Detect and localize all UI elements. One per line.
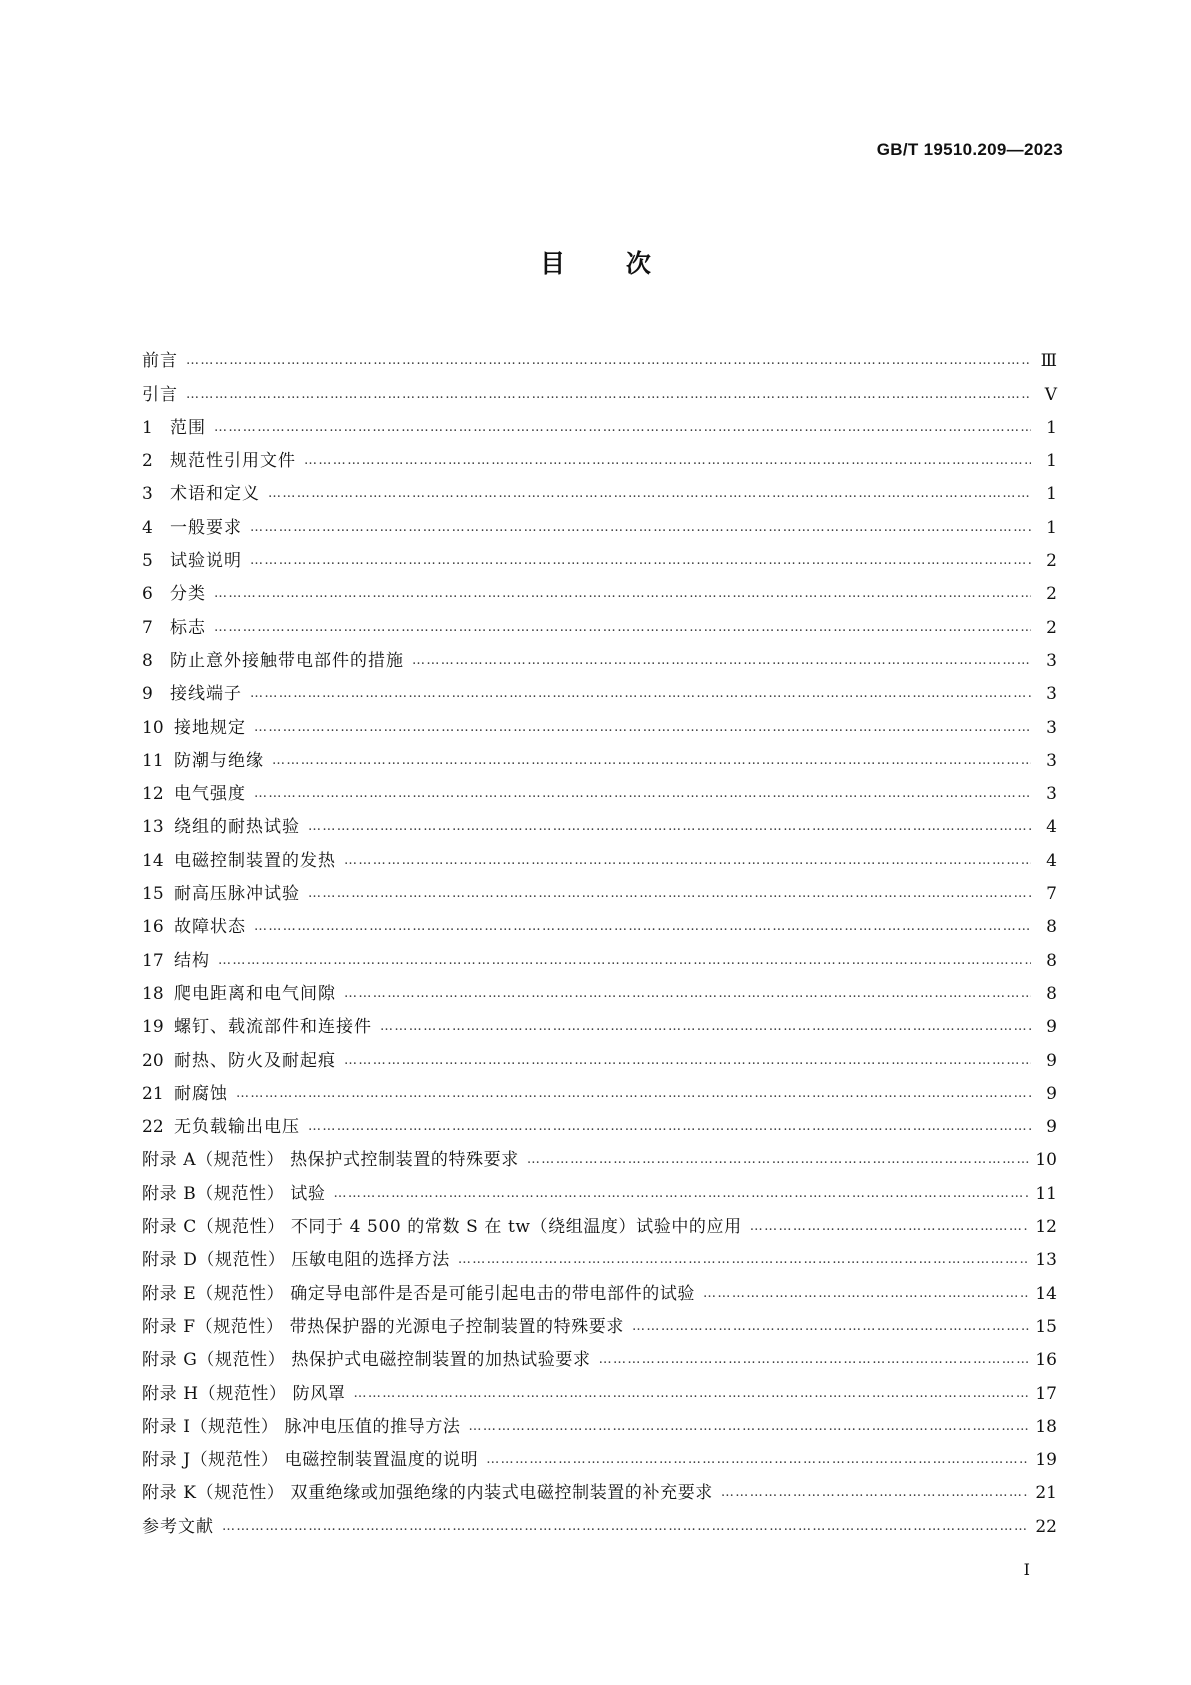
toc-entry[interactable] (142, 471, 1057, 504)
toc-entry-page: 13 (1035, 1250, 1057, 1271)
toc-entry[interactable] (142, 1370, 1057, 1403)
toc-entry-page: 9 (1046, 1083, 1057, 1104)
toc-entry-page: 3 (1046, 750, 1057, 771)
toc-entry[interactable] (142, 937, 1057, 970)
toc-entry-number: 8 (142, 650, 153, 671)
toc-entry-number: 22 (142, 1117, 164, 1138)
toc-leader-dots (721, 1483, 1029, 1503)
toc-entry[interactable] (142, 704, 1057, 737)
toc-entry-label: 分类 (170, 584, 206, 605)
toc-leader-dots (214, 418, 1031, 438)
toc-entry-page: 15 (1035, 1316, 1057, 1337)
toc-entry-page: 9 (1046, 1117, 1057, 1138)
toc-entry-number: 19 (142, 1017, 164, 1038)
toc-leader-dots (254, 917, 1031, 937)
toc-entry-label: 附录 A（规范性） 热保护式控制装置的特殊要求 (142, 1150, 519, 1171)
toc-entry[interactable] (142, 371, 1057, 404)
toc-leader-dots (344, 1051, 1031, 1071)
toc-leader-dots (186, 385, 1031, 405)
toc-entry-number: 15 (142, 884, 164, 905)
toc-leader-dots (632, 1317, 1029, 1337)
toc-entry-page: 3 (1046, 717, 1057, 738)
toc-entry-label: 术语和定义 (170, 484, 260, 505)
toc-leader-dots (308, 817, 1031, 837)
toc-leader-dots (486, 1450, 1029, 1470)
toc-entry-page: 3 (1046, 684, 1057, 705)
toc-entry-label: 接地规定 (174, 717, 246, 738)
toc-entry[interactable] (142, 671, 1057, 704)
toc-entry-label: 附录 B（规范性） 试验 (142, 1183, 326, 1204)
toc-entry-number: 20 (142, 1050, 164, 1071)
toc-entry-page: 2 (1046, 584, 1057, 605)
toc-entry[interactable] (142, 1137, 1057, 1170)
toc-entry-page: 2 (1046, 551, 1057, 572)
toc-entry-page: 9 (1046, 1017, 1057, 1038)
toc-entry-page: Ⅲ (1040, 351, 1057, 372)
toc-entry-label: 故障状态 (174, 917, 246, 938)
toc-entry-label: 爬电距离和电气间隙 (174, 983, 336, 1004)
toc-entry[interactable] (142, 1237, 1057, 1270)
toc-entry-page: 18 (1035, 1416, 1057, 1437)
toc-entry-page: 2 (1046, 617, 1057, 638)
toc-entry[interactable] (142, 438, 1057, 471)
toc-entry[interactable] (142, 405, 1057, 438)
toc-leader-dots (527, 1150, 1029, 1170)
toc-entry[interactable] (142, 538, 1057, 571)
toc-entry-number: 21 (142, 1083, 164, 1104)
toc-entry-label: 附录 J（规范性） 电磁控制装置温度的说明 (142, 1450, 479, 1471)
toc-entry[interactable] (142, 1503, 1057, 1536)
toc-entry-page: 1 (1046, 517, 1057, 538)
toc-entry-number: 11 (142, 750, 164, 771)
toc-entry-number: 3 (142, 484, 153, 505)
toc-entry-label: 耐高压脉冲试验 (174, 884, 300, 905)
toc-entry-label: 附录 C（规范性） 不同于 4 500 的常数 S 在 tw（绕组温度）试验中的应用 (142, 1217, 742, 1238)
toc-entry[interactable] (142, 1270, 1057, 1303)
toc-entry-number: 18 (142, 983, 164, 1004)
toc-leader-dots (458, 1250, 1030, 1270)
toc-entry-page: 16 (1035, 1350, 1057, 1371)
toc-leader-dots (469, 1417, 1030, 1437)
toc-entry[interactable] (142, 1204, 1057, 1237)
toc-leader-dots (304, 451, 1031, 471)
toc-entry-number: 1 (142, 417, 153, 438)
toc-leader-dots (250, 551, 1031, 571)
toc-entry-label: 标志 (170, 617, 206, 638)
toc-entry-page: Ⅴ (1044, 384, 1057, 405)
toc-entry-page: 11 (1035, 1183, 1057, 1204)
toc-entry-page: 14 (1035, 1283, 1057, 1304)
toc-entry[interactable] (142, 1304, 1057, 1337)
toc-entry-number: 13 (142, 817, 164, 838)
toc-entry-page: 22 (1035, 1516, 1057, 1537)
toc-leader-dots (599, 1350, 1030, 1370)
toc-entry-page: 12 (1035, 1217, 1057, 1238)
toc-entry-page: 4 (1046, 817, 1057, 838)
toc-entry-label: 无负载输出电压 (174, 1117, 300, 1138)
toc-entry-label: 附录 F（规范性） 带热保护器的光源电子控制装置的特殊要求 (142, 1316, 625, 1337)
toc-leader-dots (272, 751, 1031, 771)
toc-entry-label: 附录 K（规范性） 双重绝缘或加强绝缘的内装式电磁控制装置的补充要求 (142, 1483, 713, 1504)
toc-entry-label: 接线端子 (170, 684, 242, 705)
toc-leader-dots (222, 1517, 1029, 1537)
toc-leader-dots (334, 1184, 1030, 1204)
toc-leader-dots (308, 1117, 1031, 1137)
toc-entry-page: 8 (1046, 950, 1057, 971)
toc-leader-dots (344, 984, 1031, 1004)
page-number: Ⅰ (1023, 1560, 1030, 1579)
toc-entry-number: 14 (142, 850, 164, 871)
toc-entry-page: 3 (1046, 784, 1057, 805)
toc-entry-label: 参考文献 (142, 1516, 214, 1537)
page-title: 目 次 (540, 249, 651, 278)
toc-entry-label: 附录 I（规范性） 脉冲电压值的推导方法 (142, 1416, 461, 1437)
toc-leader-dots (750, 1217, 1030, 1237)
toc-leader-dots (344, 851, 1031, 871)
toc-entry[interactable] (142, 837, 1057, 870)
toc-entry-label: 附录 E（规范性） 确定导电部件是否是可能引起电击的带电部件的试验 (142, 1283, 696, 1304)
toc-leader-dots (236, 1084, 1031, 1104)
toc-entry[interactable] (142, 1071, 1057, 1104)
toc-entry[interactable] (142, 1404, 1057, 1437)
toc-entry-label: 螺钉、载流部件和连接件 (174, 1017, 372, 1038)
toc-leader-dots (254, 718, 1031, 738)
toc-leader-dots (703, 1284, 1029, 1304)
toc-entry[interactable] (142, 338, 1057, 371)
toc-entry-number: 12 (142, 784, 164, 805)
toc-entry-label: 结构 (174, 950, 210, 971)
toc-entry-label: 一般要求 (170, 517, 242, 538)
toc-entry-page: 1 (1046, 484, 1057, 505)
toc-leader-dots (308, 884, 1031, 904)
toc-leader-dots (250, 518, 1031, 538)
toc-entry-label: 防止意外接触带电部件的措施 (170, 650, 404, 671)
toc-entry[interactable] (142, 1470, 1057, 1503)
toc-leader-dots (214, 618, 1031, 638)
toc-entry-number: 6 (142, 584, 153, 605)
toc-entry-label: 耐腐蚀 (174, 1083, 228, 1104)
toc-leader-dots (186, 351, 1031, 371)
toc-entry[interactable] (142, 638, 1057, 671)
toc-entry-label: 电磁控制装置的发热 (174, 850, 336, 871)
toc-leader-dots (268, 484, 1031, 504)
toc-entry-page: 8 (1046, 917, 1057, 938)
toc-entry-label: 附录 H（规范性） 防风罩 (142, 1383, 346, 1404)
toc-entry[interactable] (142, 1004, 1057, 1037)
toc-leader-dots (412, 651, 1031, 671)
toc-entry[interactable] (142, 1170, 1057, 1203)
toc-entry[interactable] (142, 971, 1057, 1004)
toc-entry-page: 9 (1046, 1050, 1057, 1071)
toc-entry[interactable] (142, 504, 1057, 537)
standard-code: GB/T 19510.209—2023 (876, 140, 1063, 159)
toc-leader-dots (250, 684, 1031, 704)
toc-entry-label: 范围 (170, 417, 206, 438)
toc-entry-label: 电气强度 (174, 784, 246, 805)
toc-entry-label: 试验说明 (170, 551, 242, 572)
toc-entry-page: 1 (1046, 451, 1057, 472)
toc-leader-dots (380, 1017, 1031, 1037)
toc-entry[interactable] (142, 604, 1057, 637)
toc-entry-number: 10 (142, 717, 164, 738)
toc-leader-dots (353, 1384, 1029, 1404)
toc-entry-label: 附录 D（规范性） 压敏电阻的选择方法 (142, 1250, 450, 1271)
toc-entry-label: 前言 (142, 351, 178, 372)
toc-entry-number: 16 (142, 917, 164, 938)
toc-entry-page: 21 (1035, 1483, 1057, 1504)
toc-entry[interactable] (142, 1337, 1057, 1370)
toc-entry-label: 绕组的耐热试验 (174, 817, 300, 838)
toc-entry-number: 5 (142, 551, 153, 572)
toc-entry-label: 附录 G（规范性） 热保护式电磁控制装置的加热试验要求 (142, 1350, 591, 1371)
toc-entry-number: 2 (142, 451, 153, 472)
toc-entry[interactable] (142, 871, 1057, 904)
toc-entry-label: 规范性引用文件 (170, 451, 296, 472)
toc-leader-dots (254, 784, 1031, 804)
toc-entry-page: 8 (1046, 983, 1057, 1004)
toc-entry[interactable] (142, 771, 1057, 804)
toc-entry[interactable] (142, 738, 1057, 771)
toc-entry[interactable] (142, 804, 1057, 837)
table-of-contents (142, 338, 1057, 1537)
toc-entry[interactable] (142, 571, 1057, 604)
toc-entry-number: 4 (142, 517, 153, 538)
toc-entry[interactable] (142, 1037, 1057, 1070)
toc-entry-number: 9 (142, 684, 153, 705)
toc-entry-label: 耐热、防火及耐起痕 (174, 1050, 336, 1071)
toc-entry[interactable] (142, 1104, 1057, 1137)
toc-entry-number: 7 (142, 617, 153, 638)
toc-entry-page: 10 (1035, 1150, 1057, 1171)
toc-entry-page: 7 (1046, 884, 1057, 905)
toc-entry[interactable] (142, 1437, 1057, 1470)
toc-entry-page: 19 (1035, 1450, 1057, 1471)
toc-entry-label: 防潮与绝缘 (174, 750, 264, 771)
toc-entry-number: 17 (142, 950, 164, 971)
toc-entry-page: 17 (1035, 1383, 1057, 1404)
toc-entry-page: 3 (1046, 650, 1057, 671)
toc-leader-dots (218, 951, 1031, 971)
toc-leader-dots (214, 584, 1031, 604)
toc-entry-label: 引言 (142, 384, 178, 405)
toc-entry-page: 1 (1046, 417, 1057, 438)
toc-entry-page: 4 (1046, 850, 1057, 871)
toc-entry[interactable] (142, 904, 1057, 937)
